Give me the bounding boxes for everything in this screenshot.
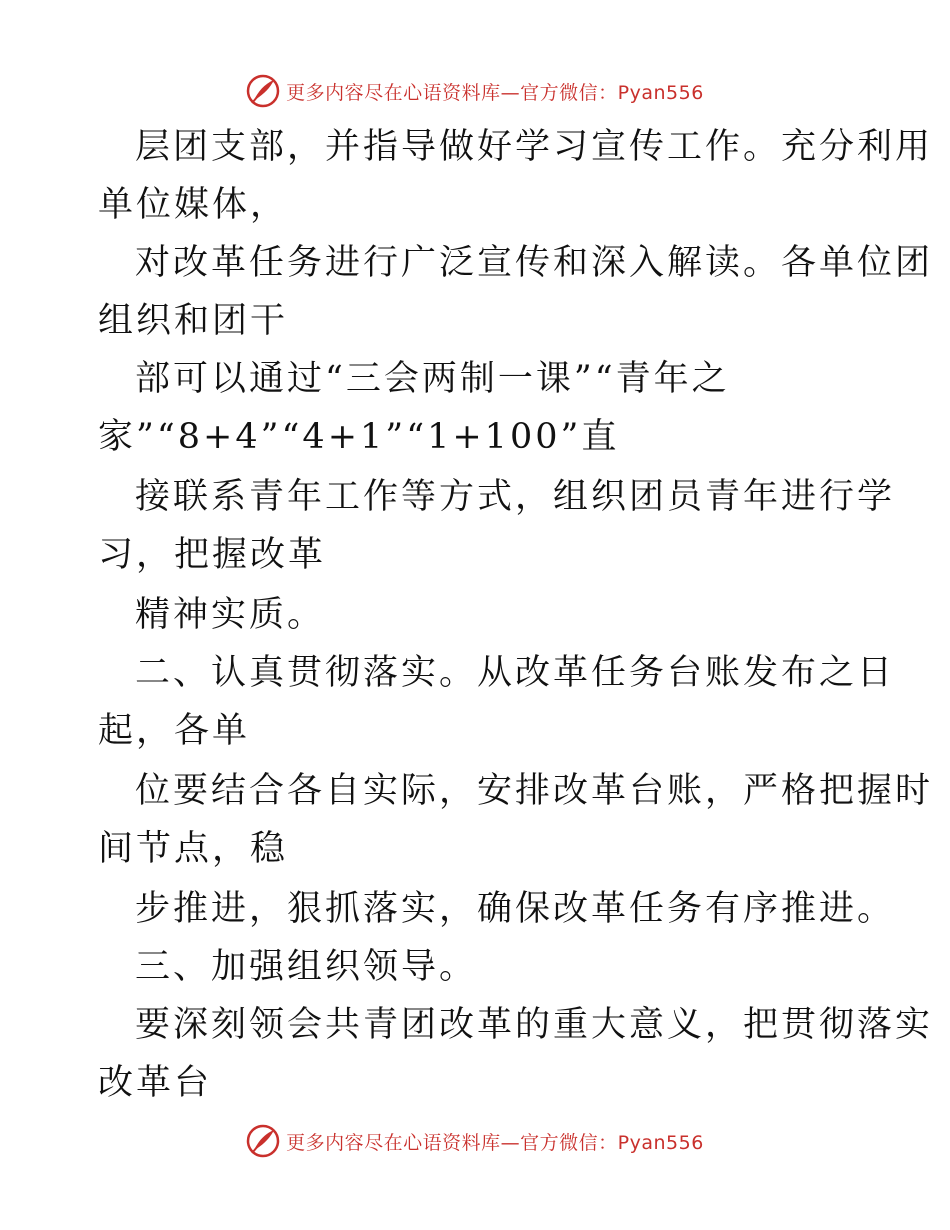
- text-line: 要深刻领会共青团改革的重大意义，把贯彻落实: [135, 1005, 934, 1045]
- text-line: 组织和团干: [98, 301, 289, 341]
- text-line: 部可以通过“三会两制一课”“青年之: [135, 359, 730, 399]
- quill-pen-icon: [246, 74, 280, 108]
- text-line: 家”“8+4”“4+1”“1+100”直: [98, 417, 620, 457]
- text-line: 对改革任务进行广泛宣传和深入解读。各单位团: [135, 243, 934, 283]
- text-line: 精神实质。: [135, 595, 326, 635]
- watermark-text: 更多内容尽在心语资料库—官方微信：Pyan556: [286, 1131, 704, 1154]
- watermark-text: 更多内容尽在心语资料库—官方微信：Pyan556: [286, 81, 704, 104]
- text-line: 接联系青年工作等方式，组织团员青年进行学: [135, 477, 896, 517]
- text-line: 单位媒体，: [98, 185, 289, 225]
- text-line: 二、认真贯彻落实。从改革任务台账发布之日: [135, 653, 896, 693]
- text-line: 位要结合各自实际，安排改革台账，严格把握时: [135, 771, 934, 811]
- quill-pen-icon: [246, 1124, 280, 1158]
- text-line: 间节点，稳: [98, 829, 289, 869]
- text-line: 层团支部，并指导做好学习宣传工作。充分利用: [135, 127, 934, 167]
- text-line: 三、加强组织领导。: [135, 947, 478, 987]
- text-line: 步推进，狠抓落实，确保改革任务有序推进。: [135, 889, 896, 929]
- text-line: 习，把握改革: [98, 535, 327, 575]
- header-watermark: [0, 71, 950, 111]
- text-line: 改革台: [98, 1063, 213, 1103]
- footer-watermark: [0, 1121, 950, 1161]
- text-line: 起，各单: [98, 711, 251, 751]
